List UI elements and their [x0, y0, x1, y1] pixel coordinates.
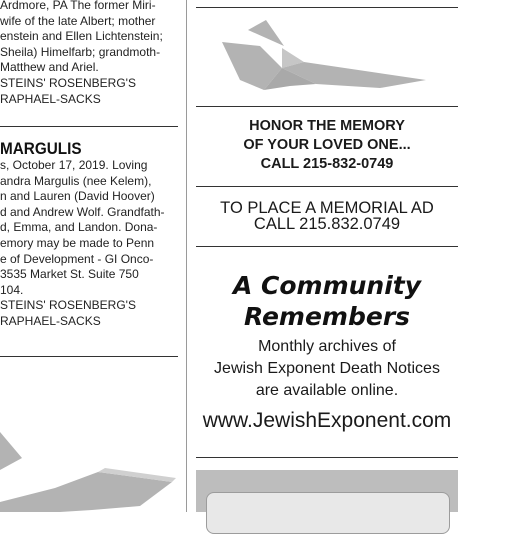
archive-line: Monthly archives of: [258, 338, 396, 355]
ad-divider: [196, 457, 458, 458]
honor-phone: CALL 215-832-0749: [260, 156, 394, 172]
obituary-line: enstein and Ellen Lichtenstein;: [0, 29, 163, 44]
honor-line: HONOR THE MEMORY: [249, 118, 405, 134]
obituary-line: d and Andrew Wolf. Grandfath-: [0, 204, 165, 219]
star-of-david-icon: [220, 18, 440, 98]
obituary-divider: [0, 126, 178, 127]
community-archive-text: [196, 336, 458, 402]
website-link[interactable]: www.JewishExponent.com: [202, 409, 452, 432]
obituary-line: s, October 17, 2019. Loving: [0, 158, 148, 172]
obituary-line: wife of the late Albert; mother: [0, 13, 156, 28]
ad-divider: [196, 106, 458, 107]
obituary-line: 3535 Market St. Suite 750: [0, 267, 139, 282]
honor-memory-ad: [196, 117, 458, 174]
obituary-1-text: [0, 0, 163, 107]
obituary-line: d, Emma, and Landon. Dona-: [0, 220, 158, 235]
obituary-line: RAPHAEL-SACKS: [0, 91, 101, 106]
obituary-line: andra Margulis (nee Kelem),: [0, 173, 152, 188]
place-memorial-ad: [196, 200, 458, 232]
obituary-line: Sheila) Himelfarb; grandmoth-: [0, 44, 161, 59]
column-divider: [186, 0, 187, 512]
next-ad-box: [196, 470, 458, 512]
obituary-line: STEINS' ROSENBERG'S: [0, 298, 136, 313]
ad-divider: [196, 186, 458, 187]
obituary-line: Matthew and Ariel.: [0, 60, 99, 75]
honor-line: OF YOUR LOVED ONE...: [243, 137, 411, 153]
next-ad-inner-panel: [206, 492, 450, 534]
community-remembers-title: [196, 270, 458, 332]
archive-line: Jewish Exponent Death Notices: [214, 360, 440, 377]
obituary-line: e of Development - GI Onco-: [0, 251, 154, 266]
place-ad-phone: CALL 215.832.0749: [253, 215, 401, 233]
obituary-line: Ardmore, PA The former Miri-: [0, 0, 156, 12]
obituary-2-text: [0, 158, 165, 330]
star-of-david-icon: [0, 410, 178, 512]
ads-column: [196, 0, 458, 512]
title-line: A Community: [232, 271, 422, 300]
obituary-line: STEINS' ROSENBERG'S: [0, 75, 136, 90]
obituaries-column: [0, 0, 178, 512]
obituary-line: n and Lauren (David Hoover): [0, 189, 155, 204]
archive-line: are available online.: [255, 382, 399, 399]
obituary-line: RAPHAEL-SACKS: [0, 313, 101, 328]
obituary-line: 104.: [0, 282, 24, 297]
obituary-2-name: MARGULIS: [0, 139, 82, 158]
place-ad-line: TO PLACE A MEMORIAL AD: [220, 199, 434, 217]
title-line: Remembers: [243, 302, 411, 331]
ad-divider: [196, 246, 458, 247]
obituary-divider: [0, 356, 178, 357]
obituary-line: emory may be made to Penn: [0, 235, 155, 250]
ad-divider: [196, 7, 458, 8]
